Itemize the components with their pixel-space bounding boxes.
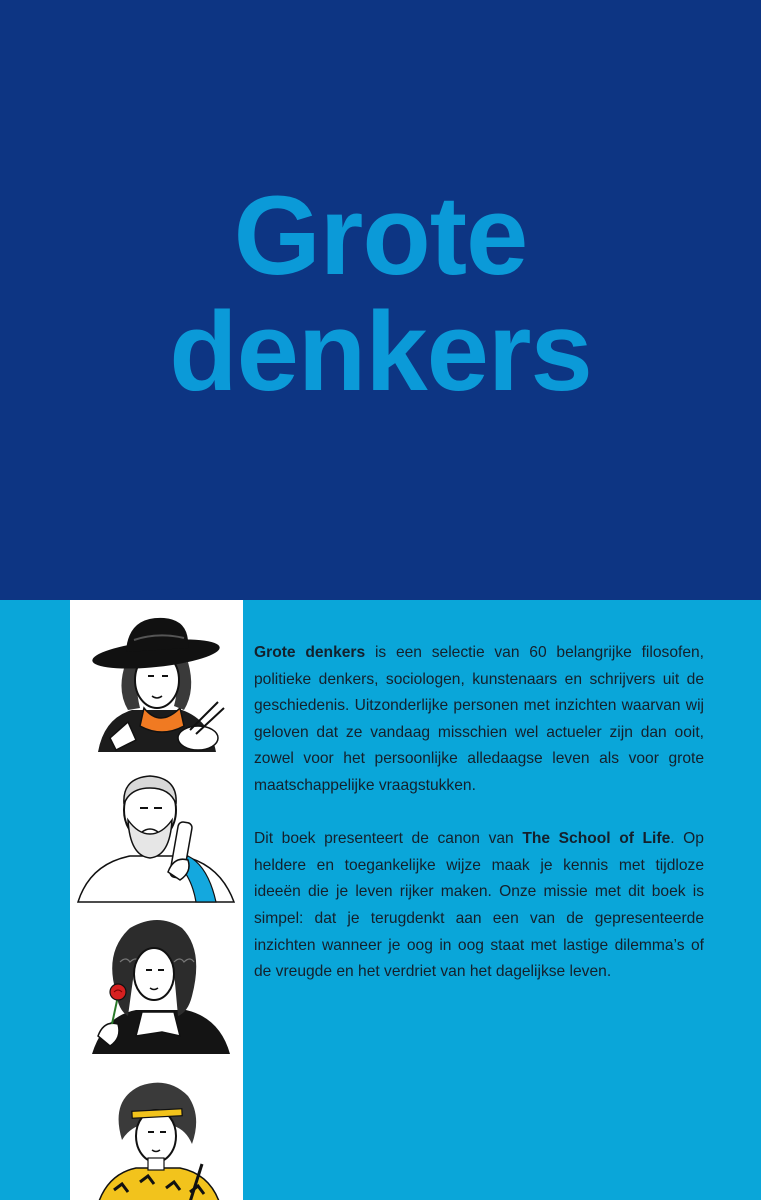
blurb-paragraph-1-text: is een selectie van 60 belangrijke filosofen, politieke denkers, sociologen, kunstenaars en schrijvers uit de geschiedenis. Uitzonderlijke personen met inzichten waarvan wij geloven dat ze vandaag misschien wel actueler zijn dan ooit, zowel voor het persoonlijke alledaagse leven als voor grote maatschappelijke vraagstukken.	[254, 644, 705, 794]
book-title	[0, 173, 761, 414]
back-cover-blurb	[254, 640, 704, 1012]
blurb-book-title: Grote denkers	[254, 644, 366, 661]
greek-philosopher-portrait-icon	[70, 760, 243, 905]
blurb-paragraph-2	[254, 826, 704, 986]
woman-with-headband-portrait-icon	[70, 1070, 243, 1200]
blurb-publisher-name: The School of Life	[522, 830, 671, 848]
blurb-paragraph-1	[254, 640, 704, 800]
blurb-paragraph-2-intro: Dit boek presenteert de canon van	[254, 830, 523, 848]
painter-with-hat-portrait-icon	[70, 610, 243, 755]
blurb-paragraph-2-text: . Op heldere en toegankelijke wijze maak je kennis met tijdloze ideeën die je leven rijker maken. Onze missie met dit boek is simpel: dat je terugdenkt aan een van de gepresenteerde inzichten wanneer je oog in oog staat met lastige dilemma’s of de vreugde en het verdriet van het dagelijkse leven.	[254, 830, 704, 981]
book-title-line-1: Grote	[233, 173, 528, 298]
book-title-line-2: denkers	[169, 289, 592, 414]
curly-haired-thinker-with-rose-portrait-icon	[70, 912, 243, 1057]
portrait-strip	[70, 600, 243, 1200]
